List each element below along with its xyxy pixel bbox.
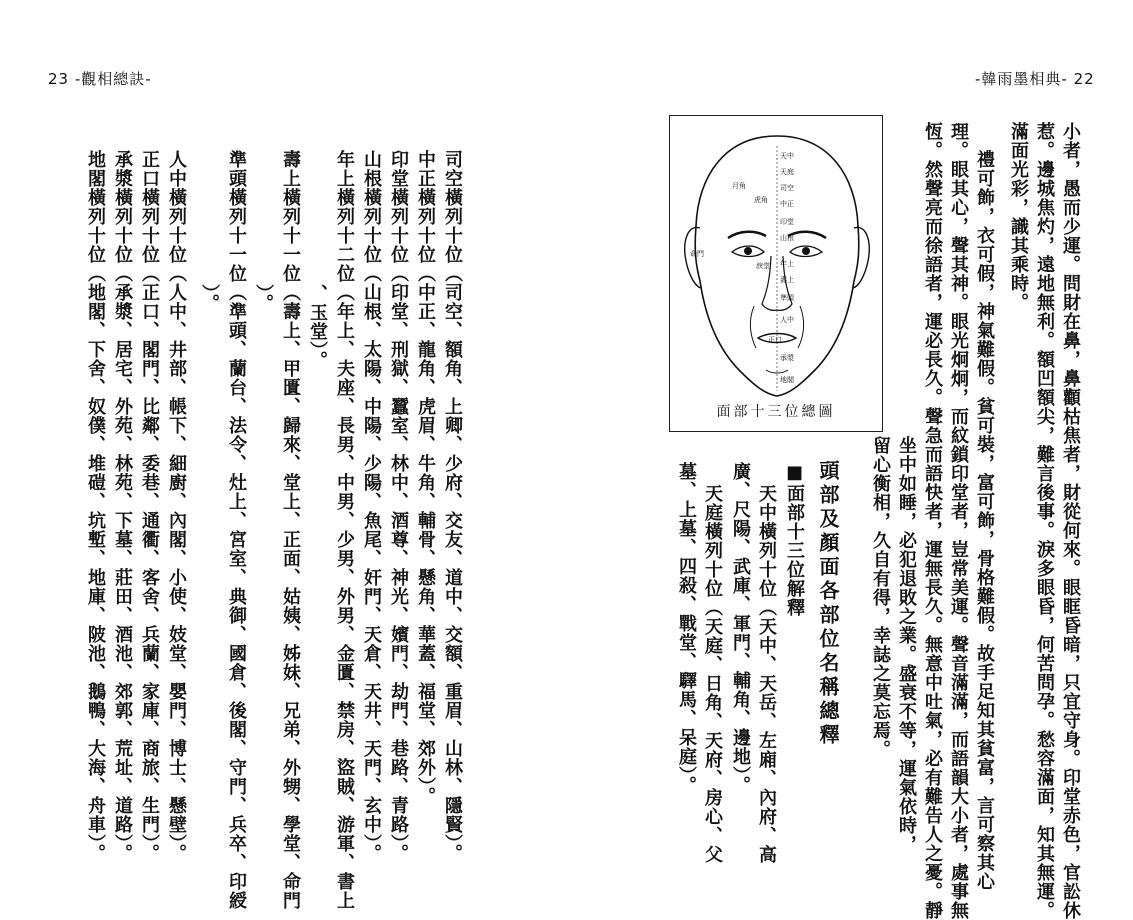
label-yintang: 印堂 xyxy=(780,218,794,226)
left-paragraph-line: 山根橫列十位（山根、太陽、中陽、少陽、魚尾、奸門、天倉、天井、天門、玄中）。 xyxy=(361,150,382,863)
label-yuejiao: 月角 xyxy=(732,182,746,190)
label-sikong: 司空 xyxy=(780,184,794,192)
left-paragraph-line: 壽上橫列十一位（壽上、甲匱、歸來、堂上、正面、姑姨、姊妹、兄弟、外甥、學堂、命門 xyxy=(280,150,301,910)
left-paragraph-line: ）。 xyxy=(199,284,220,313)
figure-caption: 面部十三位總圖 xyxy=(716,404,836,420)
right-paragraph-line: 留心衡相，久自有得，幸誌之莫忘焉。 xyxy=(870,436,891,759)
label-hujiao: 虎角 xyxy=(754,196,768,204)
face-diagram xyxy=(669,115,883,432)
left-paragraph-line: 、玉堂）。 xyxy=(307,284,328,370)
right-paragraph-line: 理。眼其心，聲其神。眼光炯炯，而紋鎖印堂者，豈常美運。聲音滿滿，而語韻大小者，處事無 xyxy=(948,122,969,920)
right-paragraph-line: 恆。然聲亮而徐語者，運必長久。聲急而語快者，運無長久。無意中吐氣，必有難告人之憂。靜 xyxy=(922,122,943,920)
right-paragraph-line: 小者，愚而少運。問財在鼻，鼻顴枯焦者，財從何來。眼眶昏暗，只宜守身。印堂赤色，官訟休 xyxy=(1060,122,1081,920)
right-page-number: -韓雨墨相典- 22 xyxy=(975,70,1095,88)
left-paragraph-line: 中正橫列十位（中正、龍角、虎眉、牛角、輔骨、懸角、華蓋、福堂、郊外）。 xyxy=(415,150,436,806)
section-line: 墓、上墓、四殺、戰堂、驛馬、呆庭）。 xyxy=(676,462,697,795)
left-paragraph-line: 年上橫列十二位（年上、夫座、長男、中男、少男、外男、金匱、禁房、盜賊、游軍、書上 xyxy=(334,150,355,910)
right-paragraph-line: 惹。邊城焦灼，遠地無利。額凹額尖，難言後事。淚多眼昏，何苦問孕。愁容滿面，知其無運。 xyxy=(1034,122,1055,920)
label-zhuntou: 準頭 xyxy=(780,294,794,302)
label-chengjiang: 承漿 xyxy=(780,354,794,362)
left-paragraph-line: 印堂橫列十位（印堂、刑獄、蠶室、林中、酒尊、神光、嬪門、劫門、巷路、青路）。 xyxy=(388,150,409,863)
section-heading: 頭部及顏面各部位名稱總釋 xyxy=(816,460,840,748)
label-shangen: 山根 xyxy=(780,234,794,242)
label-tianting: 天庭 xyxy=(780,168,794,176)
left-paragraph-line: 正口橫列十位（正口、閣門、比鄰、委巷、通衢、客舍、兵蘭、家庫、商旅、生門）。 xyxy=(139,150,160,863)
left-paragraph-line: ）。 xyxy=(253,284,274,313)
right-paragraph-line: 滿面光彩，識其乘時。 xyxy=(1008,122,1029,312)
left-paragraph-line: 地閣橫列十位（地閣、下舍、奴僕、堆磑、坑塹、地庫、陂池、鵝鴨、大海、舟車）。 xyxy=(85,150,106,863)
section-line: 廣、尺陽、武庫、軍門、輔角、邊地）。 xyxy=(730,462,751,795)
label-zhengkou: 正口 xyxy=(768,336,782,344)
label-mingmen: 命門 xyxy=(690,250,704,258)
label-tianzhong: 天中 xyxy=(780,152,794,160)
label-dige: 地閣 xyxy=(780,376,794,384)
right-paragraph-line: 禮可飾，衣可假，神氣難假。貧可裝，富可飾，骨格難假。故手足知其貧富，言可察其心 xyxy=(974,150,995,891)
left-paragraph-line: 準頭橫列十一位（準頭、蘭台、法令、灶上、宮室、典御、國倉、後閣、守門、兵卒、印綬 xyxy=(226,150,247,910)
face-illustration xyxy=(670,116,884,433)
section-line: 天中橫列十位（天中、天岳、左廂、內府、高 xyxy=(756,484,777,864)
right-paragraph-line: 坐中如睡，必犯退敗之業。盛衰不等，運氣依時， xyxy=(896,436,917,854)
left-paragraph-line: 人中橫列十位（人中、井部、帳下、細廚、內閣、小使、妓堂、嬰門、博士、懸壁）。 xyxy=(166,150,187,863)
section-line: 天庭橫列十位（天庭、日角、天府、房心、父 xyxy=(702,484,723,864)
label-shoushang: 壽上 xyxy=(780,276,794,284)
left-page-number: 23 -觀相總訣- xyxy=(48,70,152,88)
left-paragraph-line: 司空橫列十位（司空、額角、上卿、少府、交友、道中、交額、重眉、山林、隱賢）。 xyxy=(442,150,463,863)
section-subheading: ■面部十三位解釋 xyxy=(784,462,805,617)
label-leitang: 淚堂 xyxy=(756,262,770,270)
label-renzhong: 人中 xyxy=(780,316,794,324)
label-nianshang: 年上 xyxy=(780,260,794,268)
left-paragraph-line: 承漿橫列十位（承漿、居宅、外苑、林苑、下墓、莊田、酒池、郊郭、荒址、道路）。 xyxy=(112,150,133,863)
label-zhongzheng: 中正 xyxy=(780,200,794,208)
